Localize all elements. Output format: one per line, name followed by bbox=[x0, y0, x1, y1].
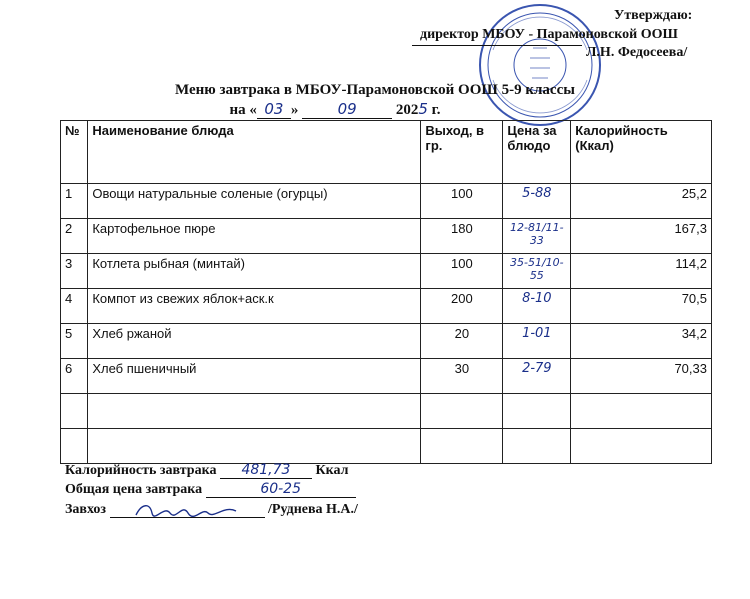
table-row bbox=[61, 359, 712, 394]
table-row bbox=[61, 219, 712, 254]
year-suffix: г. bbox=[431, 102, 441, 118]
row-name: Котлета рыбная (минтай) bbox=[88, 254, 421, 289]
storekeeper-signature bbox=[110, 501, 265, 518]
header-calories: Калорийность (Ккал) bbox=[571, 121, 712, 184]
date-month: 09 bbox=[302, 100, 392, 119]
row-num: 2 bbox=[61, 219, 88, 254]
row-price: 8-10 bbox=[503, 289, 571, 324]
row-calories: 167,3 bbox=[571, 219, 712, 254]
table-row-empty bbox=[61, 429, 712, 464]
header-output: Выход, в гр. bbox=[421, 121, 503, 184]
row-num: 1 bbox=[61, 184, 88, 219]
row-price: 12-81/11-33 bbox=[503, 219, 571, 254]
empty-cell bbox=[88, 394, 421, 429]
calories-total-unit: Ккал bbox=[315, 463, 349, 478]
row-num: 3 bbox=[61, 254, 88, 289]
row-output: 30 bbox=[421, 359, 503, 394]
row-price: 1-01 bbox=[503, 324, 571, 359]
signature-scribble-icon bbox=[132, 501, 242, 519]
storekeeper-name: /Руднева Н.А./ bbox=[268, 502, 358, 517]
empty-cell bbox=[421, 429, 503, 464]
price-total-line bbox=[65, 481, 356, 498]
menu-date bbox=[0, 100, 710, 119]
row-output: 200 bbox=[421, 289, 503, 324]
table-row bbox=[61, 324, 712, 359]
header-price: Цена за блюдо bbox=[503, 121, 571, 184]
empty-cell bbox=[88, 429, 421, 464]
row-calories: 34,2 bbox=[571, 324, 712, 359]
menu-title: Меню завтрака в МБОУ-Парамоновской ООШ 5-9 классы bbox=[175, 82, 575, 98]
director-signature-line bbox=[412, 45, 582, 46]
menu-table bbox=[60, 120, 712, 464]
date-prefix: на « bbox=[229, 102, 257, 118]
row-num: 6 bbox=[61, 359, 88, 394]
table-header-row bbox=[61, 121, 712, 184]
director-line: директор МБОУ - Парамоновской ООШ bbox=[420, 27, 678, 42]
table-row bbox=[61, 289, 712, 324]
empty-cell bbox=[571, 394, 712, 429]
storekeeper-label: Завхоз bbox=[65, 502, 107, 517]
empty-cell bbox=[503, 394, 571, 429]
row-name: Хлеб пшеничный bbox=[88, 359, 421, 394]
table-row bbox=[61, 184, 712, 219]
empty-cell bbox=[503, 429, 571, 464]
date-day: 03 bbox=[257, 100, 291, 119]
year-prefix: 202 bbox=[395, 102, 419, 118]
row-num: 5 bbox=[61, 324, 88, 359]
header-name: Наименование блюда bbox=[88, 121, 421, 184]
empty-cell bbox=[61, 429, 88, 464]
row-price: 2-79 bbox=[503, 359, 571, 394]
row-calories: 70,5 bbox=[571, 289, 712, 324]
empty-cell bbox=[571, 429, 712, 464]
empty-cell bbox=[61, 394, 88, 429]
row-name: Картофельное пюре bbox=[88, 219, 421, 254]
price-total-label: Общая цена завтрака bbox=[65, 482, 203, 497]
row-output: 20 bbox=[421, 324, 503, 359]
approve-label: Утверждаю: bbox=[614, 8, 693, 23]
table-row bbox=[61, 254, 712, 289]
row-output: 100 bbox=[421, 254, 503, 289]
calories-total-value: 481,73 bbox=[220, 462, 312, 479]
row-name: Хлеб ржаной bbox=[88, 324, 421, 359]
storekeeper-line bbox=[65, 501, 358, 518]
calories-total-line bbox=[65, 462, 348, 479]
calories-total-label: Калорийность завтрака bbox=[65, 463, 217, 478]
row-calories: 70,33 bbox=[571, 359, 712, 394]
empty-cell bbox=[421, 394, 503, 429]
row-output: 180 bbox=[421, 219, 503, 254]
row-price: 35-51/10-55 bbox=[503, 254, 571, 289]
row-calories: 114,2 bbox=[571, 254, 712, 289]
header-num: № bbox=[61, 121, 88, 184]
row-name: Компот из свежих яблок+аск.к bbox=[88, 289, 421, 324]
row-calories: 25,2 bbox=[571, 184, 712, 219]
table-row-empty bbox=[61, 394, 712, 429]
year-digit: 5 bbox=[418, 100, 428, 118]
row-num: 4 bbox=[61, 289, 88, 324]
row-output: 100 bbox=[421, 184, 503, 219]
date-mid: » bbox=[290, 102, 299, 118]
price-total-value: 60-25 bbox=[206, 481, 356, 498]
row-price: 5-88 bbox=[503, 184, 571, 219]
director-name: Л.Н. Федосеева/ bbox=[586, 45, 688, 60]
row-name: Овощи натуральные соленые (огурцы) bbox=[88, 184, 421, 219]
